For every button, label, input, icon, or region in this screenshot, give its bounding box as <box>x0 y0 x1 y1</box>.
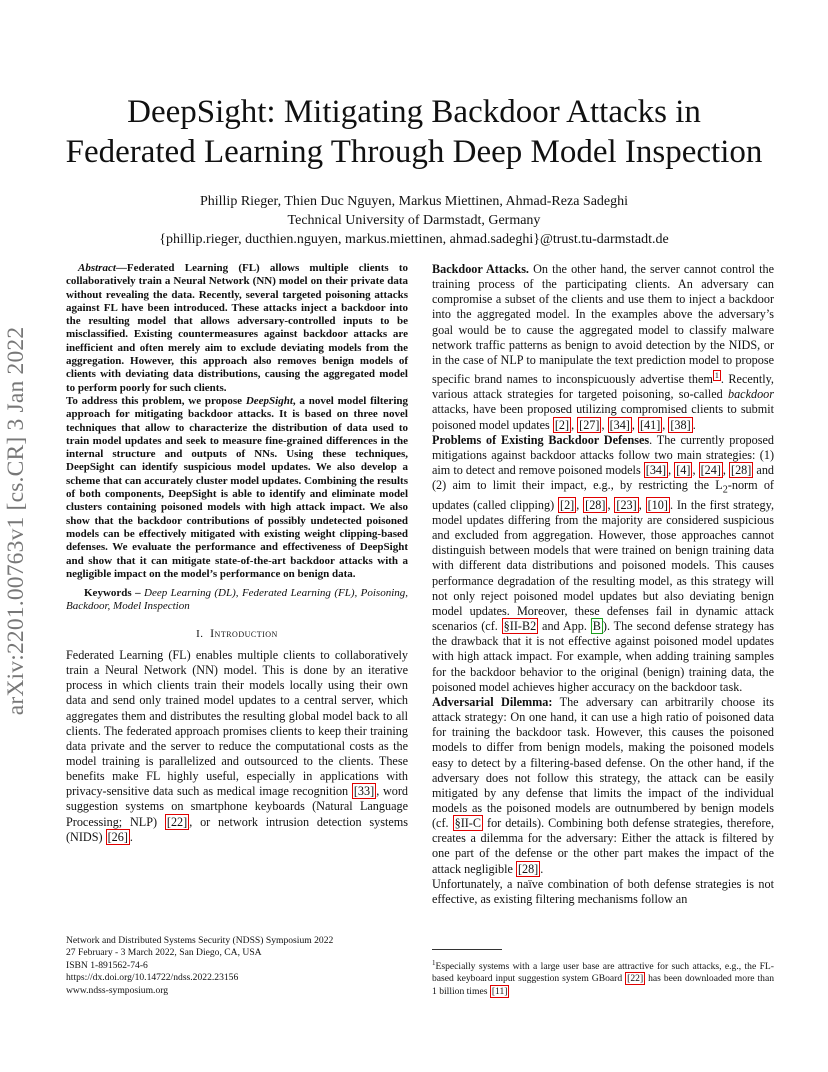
citation-link[interactable]: [34] <box>645 463 667 478</box>
paragraph-heading: Problems of Existing Backdoor Defenses <box>432 432 650 447</box>
footnote-link[interactable]: 1 <box>714 371 719 381</box>
section-number: I. <box>196 627 204 640</box>
citation-link[interactable]: [38] <box>670 417 691 432</box>
citation-link[interactable]: [24] <box>700 463 721 478</box>
citation-link[interactable]: [27] <box>579 417 600 432</box>
conference-name: Network and Distributed Systems Security (NDSS) Symposium 2022 <box>66 935 334 946</box>
problems-paragraph: Problems of Existing Backdoor Defenses. The currently proposed mitigations against backdoor attacks follow two main strategies: (1) aim to detect and remove poisoned models [34] , [4] , [24] , [28] and (2) aim to limit their impact, e.g., by restricting the $L_2$-norm of updates (called clipping) [2] , [28] , [23] , [10] . In the first strategy, model updates differing from the majority are considered suspicious and excluded from aggregation. However, those approaches cannot distinguish between models that were trained on benign training data with different data distributions and poisoned models. This causes performance degradation of the resulting model, as this strategy will not only reject poisoned model updates but also deviating benign model updates. Moreover, these defenses fail in dynamic attack scenarios (cf. §II-B2 and App. B ). The second defense strategy has the drawback that it is not effective against poisoned model updates with high attack impact. For example, when adding training samples for the backdoor behavior to the original (benign) training data, the poisoned model achieves higher accuracy on the backdoor task. <box>432 432 775 694</box>
naive-paragraph: Unfortunately, a naïve combination of both defense strategies is not effective, as existing filtering mechanisms follow an <box>432 876 774 906</box>
citation-link[interactable]: [2] <box>560 497 575 512</box>
citation-link[interactable]: [22] <box>627 973 644 985</box>
paper-title <box>40 92 788 172</box>
section-heading-introduction <box>66 626 408 642</box>
keywords-text: Deep Learning (DL), Federated Learning (FL), Poisoning, Backdoor, Model Inspection <box>66 587 409 613</box>
footnote-mark: 1 <box>432 959 436 967</box>
citation-link[interactable]: [41] <box>639 417 661 432</box>
arxiv-stamp: arXiv:2201.00763v1 [cs.CR] 3 Jan 2022 <box>3 326 29 716</box>
keywords-label: Keywords – <box>84 587 141 600</box>
title-line-1: DeepSight: Mitigating Backdoor Attacks in <box>127 94 701 131</box>
author-block <box>90 192 738 249</box>
section-title: Introduction <box>210 625 278 640</box>
citation-link[interactable]: [26] <box>107 829 128 844</box>
appendix-link[interactable]: B <box>592 619 601 634</box>
citation-link[interactable]: [2] <box>554 417 570 432</box>
intro-paragraph: Federated Learning (FL) enables multiple clients to collaboratively train a Neural Network (NN) model. This is done by an iterative process in which clients train their models locally using their own data and send only trained model updates to a central server, which aggregates them and distributes the resulting global model back to all clients. The federated approach promises clients to keep their training data private and the server to reduce the computational costs as the model training is parallelized and outsourced to the clients. These benefits make FL highly useful, especially in applications with privacy-sensitive data such as medical image recognition [33] , word suggestion systems on smartphone keyboards (Natural Language Processing; NLP) [22] , or network intrusion detection systems (NIDS) [26] . <box>66 647 408 844</box>
abstract-paragraph-2: To address this problem, we propose DeepSight, a novel model filtering approach for mitigating backdoor attacks. It is based on three novel techniques that allow to characterize the distribution of data used to train model updates and seek to measure fine-grained differences in the internal structure and outputs of NNs. Using these techniques, DeepSight can identify suspicious model updates. We also develop a scheme that can accurately cluster model updates. Combining the results of both components, DeepSight is able to identify and eliminate model clusters containing poisoned models with high attack impact. We also show that the backdoor contributions of possibly undetected poisoned models can be effectively mitigated with existing weight clipping-based defenses. We evaluate the performance and effectiveness of DeepSight and show that it can mitigate state-of-the-art backdoor attacks with a negligible impact on the model’s performance on benign data. <box>66 394 408 580</box>
abstract-paragraph-1: Abstract—Federated Learning (FL) allows multiple clients to collaboratively train a Neural Network (NN) model on their private data without revealing the data. Recently, several targeted poisoning attacks against FL have been introduced. These attacks inject a backdoor into the resulting model that allows adversary-controlled inputs to be misclassified. Existing countermeasures against backdoor attacks are inefficient and often merely aim to exclude deviating models from the aggregation. However, this approach also removes benign models of clients with deviating data distributions, causing the aggregated model to perform poorly for such clients. <box>66 262 408 394</box>
citation-link[interactable]: [34] <box>609 417 630 432</box>
citation-link[interactable]: [23] <box>616 497 637 512</box>
citation-link[interactable]: [33] <box>353 784 375 799</box>
conference-isbn: ISBN 1-891562-74-6 <box>66 959 148 971</box>
backdoor-attacks-paragraph: Backdoor Attacks. On the other hand, the server cannot control the training process of the participating clients. An adversary can compromise a subset of the clients and use them to inject a backdoor into the aggregated model. In the examples above the adversary’s goal would be to cause the aggregated model to classify malware network traffic patterns as benign to avoid detection by the NIDS, or in the case of NLP to manipulate the text prediction model to propose specific brand names to inconspicuously advertise them $^1$ . Recently, various attack strategies for targeted poisoning, so-called backdoor attacks, have been proposed utilizing compromised clients to submit poisoned model updates [2] , [27] , [34] , [41] , [38] . <box>432 262 774 432</box>
paragraph-heading: Backdoor Attacks. <box>432 262 529 276</box>
left-column <box>66 262 408 845</box>
footnote: $^1$Especially systems with a large user base are attractive for such attacks, e.g., the FL-based keyboard input suggestion system GBoard [22] has been downloaded more than 1 billion times [11] <box>432 959 775 997</box>
affiliation: Technical University of Darmstadt, Germany <box>287 213 541 228</box>
section-link[interactable]: §II-B2 <box>503 619 537 634</box>
paragraph-heading: Adversarial Dilemma: <box>432 694 553 709</box>
conference-doi: https://dx.doi.org/10.14722/ndss.2022.23156 <box>66 972 239 984</box>
author-emails: {phillip.rieger, ducthien.nguyen, markus.miettinen, ahmad.sadeghi}@trust.tu-darmstadt.de <box>159 232 669 247</box>
dilemma-paragraph: Adversarial Dilemma: The adversary can arbitrarily choose its attack strategy: On one hand, it can use a high ratio of poisoned data for training the backdoor task. However, this causes the poisoned models to differ from benign models, making the poisoned models easy to detect by a filtering-based defense. On the other hand, if the adversary does not follow this strategy, the attack can be easily mitigated by any defense that limits the impact of the individual models as the poisoned models are outnumbered by benign models (cf. §II-C for details). Combining both defense strategies, therefore, creates a dilemma for the adversary: Either the attack is filtered by one part of the defense or the other part makes the impact of the attack negligible [28] . <box>432 694 775 876</box>
citation-link[interactable]: [4] <box>676 463 691 478</box>
citation-link[interactable]: [22] <box>166 814 188 829</box>
conference-info <box>66 935 406 997</box>
abstract-label: Abstract <box>78 262 116 274</box>
conference-dates: 27 February - 3 March 2022, San Diego, CA, USA <box>66 947 262 959</box>
abstract <box>66 262 408 581</box>
citation-link[interactable]: [10] <box>647 497 668 512</box>
title-line-2: Federated Learning Through Deep Model Inspection <box>65 134 763 171</box>
footnote-divider <box>432 949 502 950</box>
section-link[interactable]: §II-C <box>454 816 481 831</box>
citation-link[interactable]: [28] <box>731 463 752 478</box>
citation-link[interactable]: [11] <box>491 985 508 997</box>
keywords <box>66 587 408 614</box>
system-name: DeepSight <box>245 394 293 407</box>
citation-link[interactable]: [28] <box>585 497 606 512</box>
conference-website: www.ndss-symposium.org <box>66 984 169 996</box>
authors: Phillip Rieger, Thien Duc Nguyen, Markus Miettinen, Ahmad-Reza Sadeghi <box>199 194 629 209</box>
right-column <box>432 262 774 907</box>
citation-link[interactable]: [28] <box>517 861 539 876</box>
